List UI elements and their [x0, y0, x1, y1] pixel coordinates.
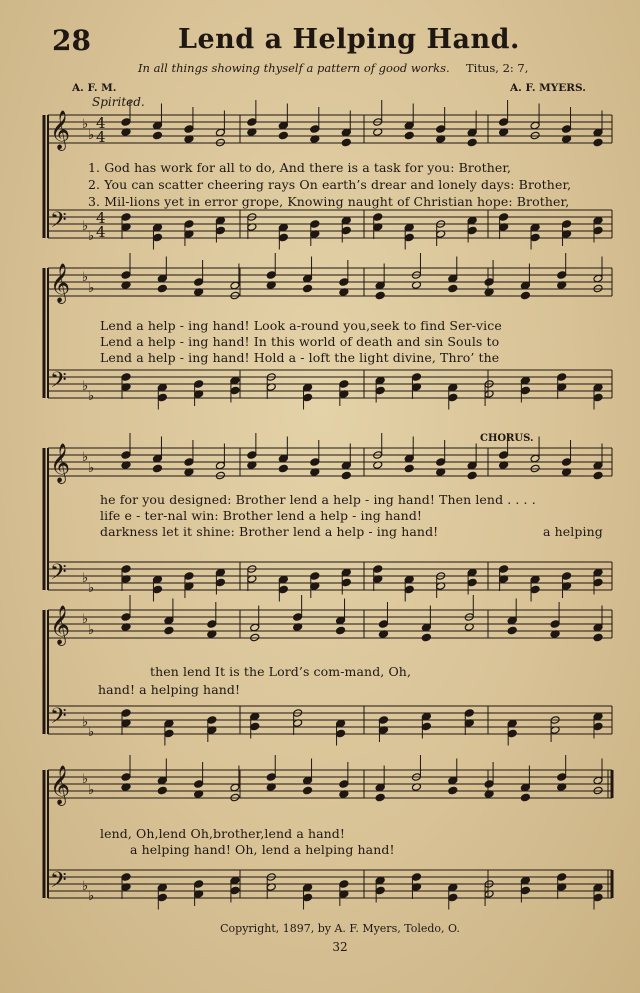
bass-note: [303, 383, 313, 392]
hymn-number: 28: [52, 24, 91, 57]
treble-note-lower: [157, 786, 167, 795]
treble-note-lower: [467, 471, 477, 480]
tempo-marking: Spirited.: [92, 95, 145, 109]
system1-verse2: 2. You can scatter cheering rays On earth’s drear and lonely days: Brother,: [88, 177, 572, 192]
treble-note-lower: [375, 793, 385, 802]
bass-note-lower: [421, 722, 431, 731]
key-flat: ♭: [88, 889, 95, 904]
bass-note: [207, 716, 217, 725]
bass-note: [520, 376, 530, 385]
treble-note-lower: [303, 786, 313, 795]
key-flat: ♭: [88, 389, 95, 404]
treble-note: [247, 451, 257, 460]
bass-note: [230, 876, 240, 885]
treble-note: [341, 128, 351, 137]
bass-note-lower: [520, 886, 530, 895]
treble-note: [121, 613, 131, 622]
system5-lyric-line2: a helping hand! Oh, lend a helping hand!: [130, 842, 395, 857]
system1-verse3: 3. Mil-lions yet in error grope, Knowing naught of Christian hope: Brother,: [88, 194, 570, 209]
treble-note: [375, 281, 385, 290]
treble-note: [404, 121, 414, 130]
bass-note-lower: [250, 722, 260, 731]
bass-note: [152, 223, 162, 232]
bass-note-lower: [230, 886, 240, 895]
bass-note: [448, 883, 458, 892]
treble-note: [157, 274, 167, 283]
system4-lyric-line2: hand! a helping hand!: [98, 682, 241, 697]
treble-note: [484, 278, 494, 287]
scripture-reference: Titus, 2: 7,: [466, 61, 529, 75]
bass-note-lower: [164, 729, 174, 738]
treble-clef: 𝄞: [50, 765, 71, 805]
bass-clef: 𝄢: [50, 208, 67, 238]
key-flat: ♭: [88, 229, 95, 244]
bass-note: [278, 575, 288, 584]
bass-note-lower: [507, 729, 517, 738]
treble-note: [121, 118, 131, 127]
bass-note: [562, 572, 572, 581]
treble-note: [467, 461, 477, 470]
bass-note: [121, 873, 131, 882]
system3-verse2: life e - ter-nal win: Brother lend a help - ing hand!: [100, 508, 423, 523]
treble-note: [436, 458, 446, 467]
bass-note-lower: [530, 233, 540, 242]
bass-note: [152, 575, 162, 584]
bass-note-lower: [404, 585, 414, 594]
bass-note: [373, 213, 383, 222]
bass-note: [121, 565, 131, 574]
key-flat: ♭: [82, 450, 89, 465]
bass-note: [411, 373, 421, 382]
treble-note: [157, 776, 167, 785]
treble-note: [230, 281, 240, 290]
scripture-epigraph: In all things showing thyself a pattern of good works.: [138, 61, 450, 75]
time-signature: 4: [96, 209, 106, 227]
bass-note: [215, 568, 225, 577]
system2-verse3: Lend a help - ing hand! Hold a - loft the light divine, Thro’ the: [100, 350, 500, 365]
treble-note-lower: [152, 131, 162, 140]
system2-verse1: Lend a help - ing hand! Look a-round you,seek to find Ser-vice: [100, 318, 502, 333]
bass-note-lower: [341, 226, 351, 235]
bass-note: [562, 220, 572, 229]
treble-note: [593, 128, 603, 137]
composer: A. F. MYERS.: [510, 82, 586, 94]
treble-note: [121, 451, 131, 460]
bass-note-lower: [593, 578, 603, 587]
system3-verse1: he for you designed: Brother lend a help - ing hand! Then lend . . . .: [100, 492, 536, 507]
treble-note: [278, 121, 288, 130]
bass-note-lower: [530, 585, 540, 594]
treble-note: [184, 125, 194, 134]
treble-note: [121, 271, 131, 280]
treble-note: [152, 454, 162, 463]
bass-note: [404, 223, 414, 232]
bass-note: [341, 216, 351, 225]
bass-clef: 𝄢: [50, 704, 67, 734]
bass-note-lower: [152, 585, 162, 594]
bass-note-lower: [593, 393, 603, 402]
treble-note-lower: [341, 471, 351, 480]
bass-note-lower: [157, 393, 167, 402]
treble-note-lower: [375, 291, 385, 300]
key-flat: ♭: [88, 281, 95, 296]
system2-verse2: Lend a help - ing hand! In this world of death and sin Souls to: [100, 334, 500, 349]
bass-note: [157, 383, 167, 392]
treble-note-lower: [507, 626, 517, 635]
key-flat: ♭: [88, 581, 95, 596]
bass-note: [215, 216, 225, 225]
bass-note: [336, 719, 346, 728]
bass-note: [121, 709, 131, 718]
treble-note: [310, 125, 320, 134]
time-signature: 4: [96, 114, 106, 132]
treble-note-lower: [593, 633, 603, 642]
key-flat: ♭: [88, 783, 95, 798]
treble-note: [266, 773, 276, 782]
treble-note: [530, 454, 540, 463]
bass-note: [507, 719, 517, 728]
treble-note: [448, 776, 458, 785]
bass-note: [520, 876, 530, 885]
bass-note: [194, 380, 204, 389]
bass-note: [593, 383, 603, 392]
key-flat: ♭: [88, 461, 95, 476]
treble-note: [339, 780, 349, 789]
bass-note-lower: [215, 226, 225, 235]
key-flat: ♭: [82, 117, 89, 132]
bass-note: [278, 223, 288, 232]
treble-note: [550, 620, 560, 629]
treble-note: [121, 773, 131, 782]
treble-note: [436, 125, 446, 134]
bass-note: [404, 575, 414, 584]
bass-note: [339, 880, 349, 889]
bass-note-lower: [278, 585, 288, 594]
treble-note: [293, 613, 303, 622]
treble-note-lower: [593, 138, 603, 147]
copyright-notice: Copyright, 1897, by A. F. Myers, Toledo, O.: [220, 922, 460, 935]
treble-note: [562, 125, 572, 134]
bass-note-lower: [152, 233, 162, 242]
treble-note: [184, 458, 194, 467]
bass-clef: 𝄢: [50, 560, 67, 590]
treble-clef: 𝄞: [50, 110, 71, 150]
treble-note: [310, 458, 320, 467]
treble-note-lower: [467, 138, 477, 147]
treble-note: [247, 118, 257, 127]
bass-clef: 𝄢: [50, 868, 67, 898]
bass-note: [464, 709, 474, 718]
bass-note: [121, 213, 131, 222]
treble-note: [336, 616, 346, 625]
bass-note: [378, 716, 388, 725]
bass-note-lower: [448, 393, 458, 402]
treble-note-lower: [448, 786, 458, 795]
treble-note: [557, 773, 567, 782]
bass-note-lower: [520, 386, 530, 395]
bass-note: [557, 873, 567, 882]
bass-note: [250, 712, 260, 721]
system4-lyric-line1: then lend It is the Lord’s com-mand, Oh,: [150, 664, 412, 679]
bass-note-lower: [448, 893, 458, 902]
key-flat: ♭: [82, 715, 89, 730]
key-flat: ♭: [88, 725, 95, 740]
bass-note-lower: [467, 578, 477, 587]
treble-note: [339, 278, 349, 287]
bass-note-lower: [336, 729, 346, 738]
treble-note-lower: [278, 464, 288, 473]
treble-clef: 𝄞: [50, 605, 71, 645]
treble-note-lower: [336, 626, 346, 635]
bass-note: [411, 873, 421, 882]
treble-note-lower: [404, 131, 414, 140]
bass-note: [593, 216, 603, 225]
bass-note-lower: [467, 226, 477, 235]
bass-note: [499, 213, 509, 222]
treble-note-lower: [593, 471, 603, 480]
bass-note: [230, 376, 240, 385]
treble-note: [520, 783, 530, 792]
treble-note: [215, 461, 225, 470]
treble-note: [557, 271, 567, 280]
treble-note-lower: [448, 284, 458, 293]
hymn-title: Lend a Helping Hand.: [178, 24, 520, 55]
treble-note-lower: [152, 464, 162, 473]
treble-note: [207, 620, 217, 629]
treble-note: [562, 458, 572, 467]
bass-note-lower: [157, 893, 167, 902]
treble-note: [194, 780, 204, 789]
bass-note: [157, 883, 167, 892]
treble-note-lower: [157, 284, 167, 293]
treble-note-lower: [341, 138, 351, 147]
treble-clef: 𝄞: [50, 443, 71, 483]
treble-note-lower: [404, 464, 414, 473]
key-flat: ♭: [82, 379, 89, 394]
bass-note-lower: [278, 233, 288, 242]
treble-note: [266, 271, 276, 280]
key-flat: ♭: [82, 612, 89, 627]
bass-note: [310, 572, 320, 581]
bass-note: [593, 712, 603, 721]
treble-note: [303, 776, 313, 785]
bass-note-lower: [593, 893, 603, 902]
bass-note-lower: [303, 893, 313, 902]
time-signature: 4: [96, 128, 106, 146]
bass-note: [499, 565, 509, 574]
bass-note: [375, 876, 385, 885]
bass-note: [557, 373, 567, 382]
bass-note: [467, 568, 477, 577]
treble-note: [530, 121, 540, 130]
treble-note-lower: [421, 633, 431, 642]
key-flat: ♭: [82, 571, 89, 586]
bass-note-lower: [230, 386, 240, 395]
treble-note: [152, 121, 162, 130]
bass-note: [184, 220, 194, 229]
treble-note-lower: [278, 131, 288, 140]
treble-note: [593, 776, 603, 785]
treble-note-lower: [164, 626, 174, 635]
chorus-label: CHORUS.: [480, 433, 534, 444]
treble-note: [507, 616, 517, 625]
bass-note-lower: [375, 886, 385, 895]
bass-note: [593, 883, 603, 892]
treble-note: [215, 128, 225, 137]
bass-note: [467, 216, 477, 225]
bass-note: [593, 568, 603, 577]
time-signature: 4: [96, 223, 106, 241]
treble-note: [484, 780, 494, 789]
bass-note: [375, 376, 385, 385]
bass-note-lower: [375, 386, 385, 395]
bass-note: [303, 883, 313, 892]
page-number: 32: [332, 940, 348, 954]
bass-note-lower: [303, 393, 313, 402]
treble-note: [230, 783, 240, 792]
bass-note-lower: [215, 578, 225, 587]
bass-note: [530, 223, 540, 232]
treble-note: [164, 616, 174, 625]
system5-lyric-line1: lend, Oh,lend Oh,brother,lend a hand!: [100, 826, 346, 841]
treble-note: [467, 128, 477, 137]
bass-note-lower: [404, 233, 414, 242]
treble-clef: 𝄞: [50, 263, 71, 303]
bass-note: [341, 568, 351, 577]
bass-note: [373, 565, 383, 574]
key-flat: ♭: [82, 270, 89, 285]
treble-note: [404, 454, 414, 463]
treble-note-lower: [520, 291, 530, 300]
key-flat: ♭: [82, 219, 89, 234]
treble-note: [378, 620, 388, 629]
system3-alto-cue: a helping: [543, 524, 603, 539]
treble-note: [303, 274, 313, 283]
treble-note: [341, 461, 351, 470]
treble-note: [593, 623, 603, 632]
treble-note: [194, 278, 204, 287]
bass-note: [310, 220, 320, 229]
treble-note: [421, 623, 431, 632]
treble-note-lower: [520, 793, 530, 802]
key-flat: ♭: [88, 623, 95, 638]
treble-note: [448, 274, 458, 283]
bass-note-lower: [593, 722, 603, 731]
key-flat: ♭: [82, 772, 89, 787]
treble-note: [375, 783, 385, 792]
treble-note: [499, 451, 509, 460]
treble-note: [278, 454, 288, 463]
bass-note: [184, 572, 194, 581]
bass-note: [194, 880, 204, 889]
key-flat: ♭: [88, 128, 95, 143]
system3-verse3: darkness let it shine: Brother lend a help - ing hand!: [100, 524, 439, 539]
treble-note: [250, 623, 260, 632]
treble-note-lower: [303, 284, 313, 293]
key-flat: ♭: [82, 879, 89, 894]
treble-note: [593, 274, 603, 283]
bass-note-lower: [341, 578, 351, 587]
bass-note: [530, 575, 540, 584]
bass-clef: 𝄢: [50, 368, 67, 398]
bass-note: [339, 380, 349, 389]
bass-note: [448, 383, 458, 392]
system1-verse1: 1. God has work for all to do, And there is a task for you: Brother,: [88, 160, 512, 175]
bass-note: [421, 712, 431, 721]
words-author: A. F. M.: [72, 82, 117, 94]
treble-note: [499, 118, 509, 127]
treble-note: [593, 461, 603, 470]
bass-note: [164, 719, 174, 728]
bass-note: [121, 373, 131, 382]
treble-note: [520, 281, 530, 290]
bass-note-lower: [593, 226, 603, 235]
